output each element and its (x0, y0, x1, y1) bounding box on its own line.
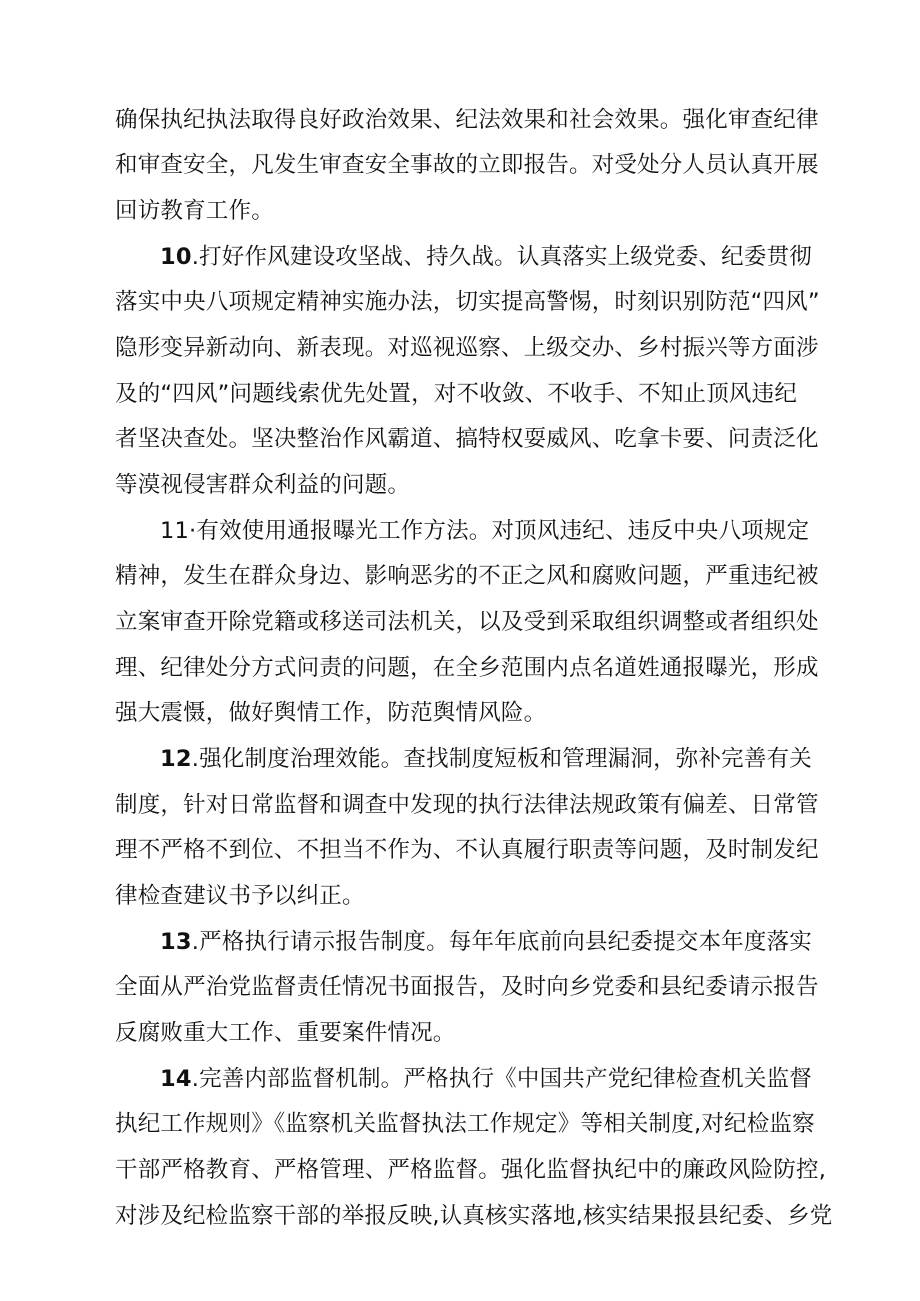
paragraph-10-heading: 10.打好作风建设攻坚战、持久战。认真落实上级党委、纪委贯彻 (160, 244, 812, 270)
paragraph-14-heading: 14.完善内部监督机制。严格执行《中国共产党纪律检查机关监督 (160, 1066, 812, 1092)
paragraph-11-heading: 11·有效使用通报曝光工作方法。对顶风违纪、违反中央八项规定 (160, 518, 810, 544)
text-line: 制度，针对日常监督和调查中发现的执行法律法规政策有偏差、日常管 (115, 792, 819, 818)
text-line: 执纪工作规则》《监察机关监督执法工作规定》等相关制度,对纪检监察 (115, 1111, 815, 1137)
text-line: 理不严格不到位、不担当不作为、不认真履行职责等问题，及时制发纪 (115, 837, 819, 863)
text-line: 对涉及纪检监察干部的举报反映,认真核实落地,核实结果报县纪委、乡党 (115, 1203, 833, 1229)
text-line: 精神，发生在群众身边、影响恶劣的不正之风和腐败问题，严重违纪被 (115, 563, 819, 589)
item-number: 14 (160, 1066, 192, 1092)
text-line: 强大震慑，做好舆情工作，防范舆情风险。 (115, 700, 547, 726)
text-line: 干部严格教育、严格管理、严格监督。强化监督执纪中的廉政风险防控, (115, 1157, 827, 1183)
text-line: 理、纪律处分方式问责的问题，在全乡范围内点名道姓通报曝光，形成 (115, 655, 819, 681)
item-number: 10 (160, 244, 192, 270)
text-line: 全面从严治党监督责任情况书面报告，及时向乡党委和县纪委请示报告 (115, 974, 819, 1000)
paragraph-12-heading: 12.强化制度治理效能。查找制度短板和管理漏洞，弥补完善有关 (160, 746, 812, 772)
text-line: 确保执纪执法取得良好政治效果、纪法效果和社会效果。强化审查纪律 (115, 107, 819, 133)
text-line: 律检查建议书予以纠正。 (115, 883, 365, 909)
text-line: 反腐败重大工作、重要案件情况。 (115, 1020, 456, 1046)
paragraph-13-heading: 13.严格执行请示报告制度。每年年底前向县纪委提交本年度落实 (160, 929, 812, 955)
text-line: 者坚决查处。坚决整治作风霸道、搞特权耍威风、吃拿卡要、问责泛化 (115, 426, 819, 452)
text-line: 等漠视侵害群众利益的问题。 (115, 472, 411, 498)
text-line: 和审查安全，凡发生审查安全事故的立即报告。对受处分人员认真开展 (115, 152, 819, 178)
text-line: 隐形变异新动向、新表现。对巡视巡察、上级交办、乡村振兴等方面涉 (115, 335, 819, 361)
text-line: 回访教育工作。 (115, 198, 274, 224)
item-number: 12 (160, 746, 192, 772)
item-number: 13 (160, 929, 192, 955)
text-line: 落实中央八项规定精神实施办法，切实提高警惕，时刻识别防范“四风” (115, 289, 820, 315)
text-line: 及的“四风”问题线索优先处置，对不收敛、不收手、不知止顶风违纪 (115, 381, 798, 407)
text-line: 立案审查开除党籍或移送司法机关，以及受到采取组织调整或者组织处 (115, 609, 819, 635)
